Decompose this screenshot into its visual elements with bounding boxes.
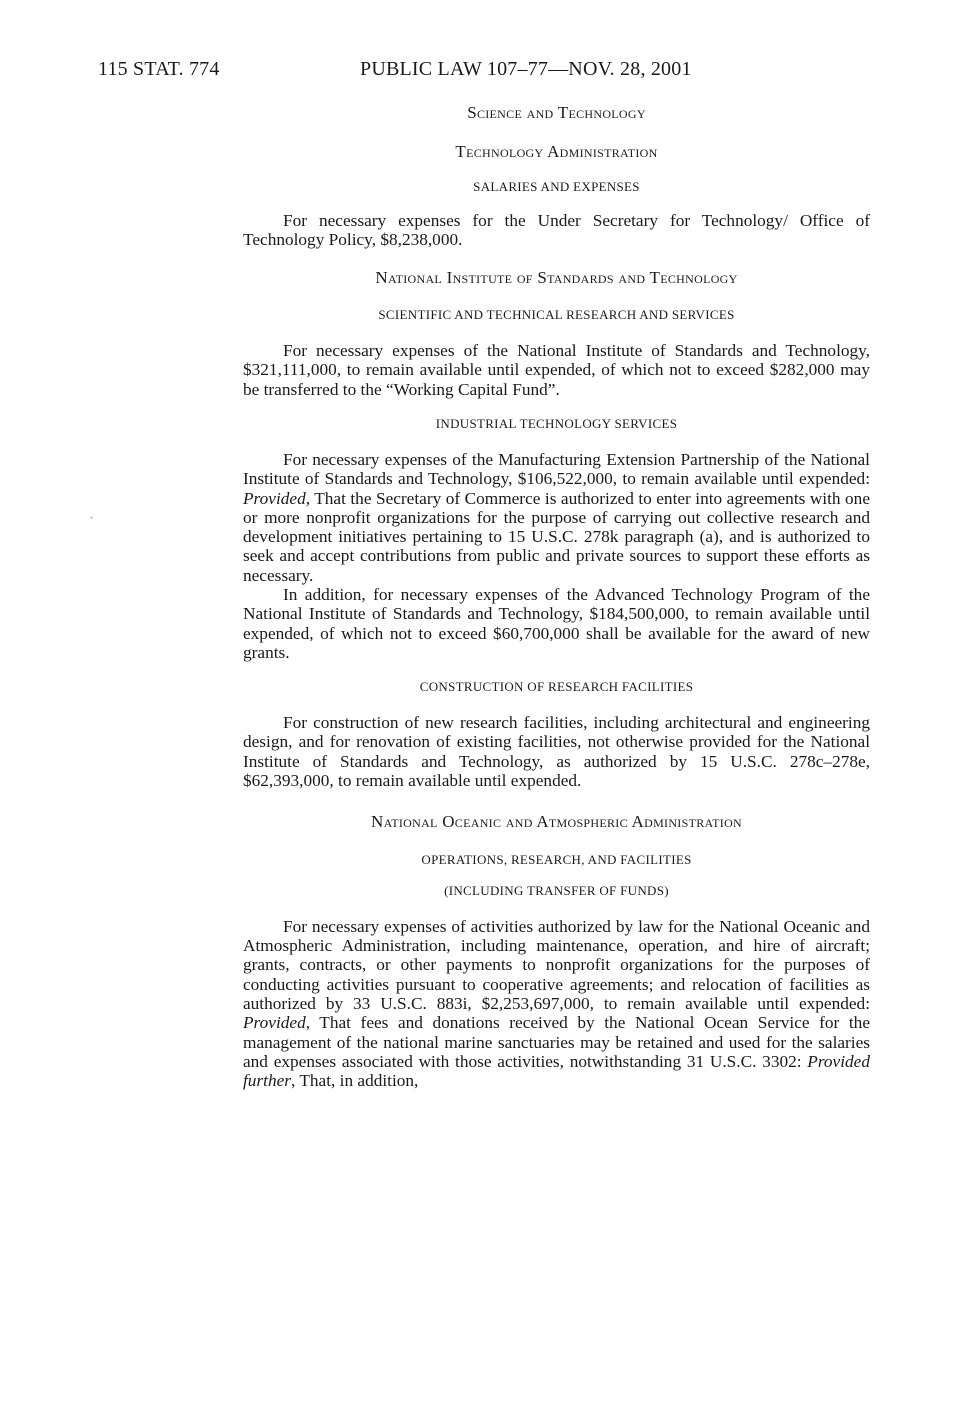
orf-text-c: , That, in addition, (291, 1071, 419, 1091)
orf-provided-further: Provided further (243, 1051, 870, 1091)
heading-industrial-technology-services: INDUSTRIAL TECHNOLOGY SERVICES (435, 416, 678, 431)
paragraph-scientific-technical-research: For necessary expenses of the National Institute of Standards and Technology, $321,111,000, to remain available until expended, of which not to exceed $282,000 may be transferred to the “Working Capital Fund”. (243, 341, 870, 399)
heading-operations-research-facilities: OPERATIONS, RESEARCH, AND FACILITIES (421, 851, 692, 867)
heading-science-and-technology: Science and Technology (467, 103, 646, 122)
paragraph-construction: For construction of new research facilities, including architectural and engineering design, and for renovation of existing facilities, not otherwise provided for the National Institute of Standards and Technology, as authorized by 15 U.S.C. 278c–278e, $62,393,000, to remain available until expended. (243, 713, 870, 791)
heading-nist: National Institute of Standards and Technology (375, 267, 738, 287)
paragraph-operations-research-facilities (243, 917, 870, 1091)
page-header (98, 58, 778, 88)
document-body (243, 103, 870, 1090)
paragraph-industrial-technology-services (243, 450, 870, 585)
orf-provided: Provided (243, 1013, 306, 1033)
heading-salaries-and-expenses: SALARIES AND EXPENSES (473, 179, 640, 195)
heading-including-transfer-of-funds: (INCLUDING TRANSFER OF FUNDS) (444, 882, 669, 898)
stat-reference: 115 STAT. 774 (98, 58, 220, 80)
its-text-b: , That the Secretary of Commerce is authorized to enter into agreements with one or more nonprofit organizations for the purpose of carrying out collective research and development initiatives pertaining to 15 U.S.C. 278k paragraph (a), and is authorized to seek and accept contributions from public and private sources to support these efforts as necessary. (243, 488, 870, 585)
heading-noaa: National Oceanic and Atmospheric Administration (371, 812, 742, 832)
orf-text-a: For necessary expenses of activities authorized by law for the National Oceanic and Atmospheric Administration, including maintenance, operation, and hire of aircraft; grants, contracts, or other payments to nonprofit organizations for the purposes of conducting activities pursuant to cooperative agreements; and relocation of facilities as authorized by 33 U.S.C. 883i, $2,253,697,000, to remain available until expended: (243, 916, 870, 1013)
paragraph-salaries: For necessary expenses for the Under Secretary for Technology/ Office of Technology Policy, $8,238,000. (243, 211, 870, 250)
orf-text-b: , That fees and donations received by the National Ocean Service for the management of the national marine sanctuaries may be retained and used for the salaries and expenses associated with those activities, notwithstanding 31 U.S.C. 3302: (243, 1013, 870, 1071)
heading-construction-of-research-facilities: CONSTRUCTION OF RESEARCH FACILITIES (419, 679, 694, 695)
heading-technology-administration: Technology Administration (455, 141, 658, 161)
paragraph-advanced-technology-program: In addition, for necessary expenses of the Advanced Technology Program of the National Institute of Standards and Technology, $184,500,000, to remain available until expended, of which not to exceed $60,700,000 shall be available for the award of new grants. (243, 585, 870, 662)
public-law-citation: PUBLIC LAW 107–77—NOV. 28, 2001 (360, 58, 692, 80)
scan-speck (90, 516, 93, 519)
its-provided: Provided (243, 488, 306, 508)
its-text-a: For necessary expenses of the Manufacturing Extension Partnership of the National Institute of Standards and Technology, $106,522,000, to remain available until expended: (243, 449, 870, 489)
heading-scientific-technical-research: SCIENTIFIC AND TECHNICAL RESEARCH AND SERVICES (378, 307, 735, 323)
